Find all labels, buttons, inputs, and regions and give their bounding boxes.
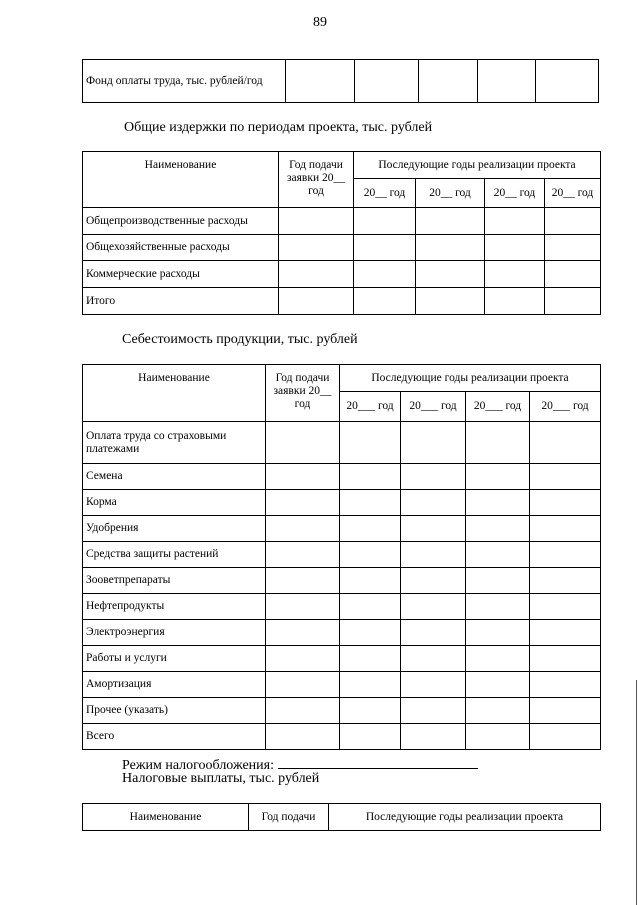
year-header: 20___ год <box>530 392 601 422</box>
table-cell[interactable] <box>340 422 401 464</box>
table-cell[interactable] <box>485 235 545 261</box>
table-cell[interactable] <box>545 208 601 235</box>
scan-edge-mark <box>636 680 637 905</box>
table-cell[interactable] <box>340 464 401 490</box>
table-cell[interactable] <box>466 422 530 464</box>
table-cell[interactable] <box>530 620 601 646</box>
table-cell[interactable] <box>466 698 530 724</box>
col-header-submit-year: Год подачи <box>249 804 329 831</box>
table-cell[interactable] <box>485 288 545 315</box>
year-header: 20___ год <box>466 392 530 422</box>
row-label: Удобрения <box>83 516 266 542</box>
table-cell[interactable] <box>545 261 601 288</box>
col-header-name: Наименование <box>83 804 249 831</box>
table-cell[interactable] <box>545 235 601 261</box>
table-cell[interactable] <box>286 60 355 103</box>
table-cell[interactable] <box>401 594 466 620</box>
wage-fund-table <box>82 59 599 103</box>
year-header: 20___ год <box>340 392 401 422</box>
table-cell[interactable] <box>266 672 340 698</box>
table-cell[interactable] <box>530 568 601 594</box>
table-cell[interactable] <box>340 516 401 542</box>
table-cell[interactable] <box>401 516 466 542</box>
table-cell[interactable] <box>530 698 601 724</box>
row-label: Семена <box>83 464 266 490</box>
row-label: Зооветпрепараты <box>83 568 266 594</box>
table-cell[interactable] <box>530 422 601 464</box>
row-label: Работы и услуги <box>83 646 266 672</box>
table-cell[interactable] <box>354 261 416 288</box>
table-cell[interactable] <box>530 490 601 516</box>
col-header-name: Наименование <box>83 365 266 422</box>
row-label: Нефтепродукты <box>83 594 266 620</box>
table-cell[interactable] <box>340 672 401 698</box>
col-header-submit-year: Год подачи заявки 20__ год <box>279 152 354 208</box>
table-cell[interactable] <box>340 490 401 516</box>
production-cost-table <box>82 364 601 750</box>
table-cell[interactable] <box>416 235 485 261</box>
table-cell[interactable] <box>466 646 530 672</box>
table-cell[interactable] <box>416 261 485 288</box>
table-cell[interactable] <box>340 542 401 568</box>
table-cell[interactable] <box>401 542 466 568</box>
table-cell[interactable] <box>545 288 601 315</box>
tax-payments-table <box>82 803 601 831</box>
table-cell[interactable] <box>478 60 536 103</box>
row-label: Корма <box>83 490 266 516</box>
table-cell[interactable] <box>354 208 416 235</box>
table-cell[interactable] <box>354 235 416 261</box>
year-header: 20__ год <box>416 179 485 208</box>
page-number: 89 <box>313 15 327 30</box>
table-cell[interactable] <box>279 261 354 288</box>
table-cell[interactable] <box>340 724 401 750</box>
table-cell[interactable] <box>340 594 401 620</box>
table-cell[interactable] <box>355 60 419 103</box>
year-header: 20__ год <box>354 179 416 208</box>
row-label: Прочее (указать) <box>83 698 266 724</box>
table-cell[interactable] <box>266 490 340 516</box>
table-cell[interactable] <box>466 490 530 516</box>
year-header: 20___ год <box>401 392 466 422</box>
table-cell[interactable] <box>416 288 485 315</box>
row-label: Общехозяйственные расходы <box>83 235 279 261</box>
col-header-next-years: Последующие годы реализации проекта <box>340 365 601 392</box>
col-header-next-years: Последующие годы реализации проекта <box>329 804 601 831</box>
row-label: Амортизация <box>83 672 266 698</box>
table-cell[interactable] <box>354 288 416 315</box>
table-cell[interactable] <box>401 724 466 750</box>
table-cell[interactable] <box>419 60 478 103</box>
row-label: Общепроизводственные расходы <box>83 208 279 235</box>
table-cell[interactable] <box>340 620 401 646</box>
table-cell[interactable] <box>279 208 354 235</box>
table-cell[interactable] <box>466 724 530 750</box>
tax-regime-label: Режим налогообложения: <box>122 758 274 773</box>
row-label: Электроэнергия <box>83 620 266 646</box>
table-cell[interactable] <box>266 422 340 464</box>
table-cell[interactable] <box>530 542 601 568</box>
table-cell[interactable] <box>485 261 545 288</box>
table-cell[interactable] <box>530 516 601 542</box>
table-cell[interactable] <box>401 698 466 724</box>
table-cell[interactable] <box>485 208 545 235</box>
row-label: Всего <box>83 724 266 750</box>
section-title-cost-price: Себестоимость продукции, тыс. рублей <box>122 332 358 347</box>
section-title-tax: Налоговые выплаты, тыс. рублей <box>122 771 320 786</box>
table-cell[interactable] <box>340 698 401 724</box>
tax-regime-field[interactable] <box>278 754 478 769</box>
table-cell[interactable] <box>530 646 601 672</box>
table-cell[interactable] <box>466 594 530 620</box>
table-cell[interactable] <box>266 464 340 490</box>
table-cell[interactable] <box>466 542 530 568</box>
table-cell[interactable] <box>401 646 466 672</box>
table-cell[interactable] <box>401 422 466 464</box>
table-cell[interactable] <box>466 464 530 490</box>
table-cell[interactable] <box>266 594 340 620</box>
table-cell[interactable] <box>401 568 466 594</box>
table-cell[interactable] <box>530 464 601 490</box>
table-cell[interactable] <box>266 568 340 594</box>
table-cell[interactable] <box>466 568 530 594</box>
col-header-next-years: Последующие годы реализации проекта <box>354 152 601 179</box>
table-cell[interactable] <box>266 620 340 646</box>
section-title-costs: Общие издержки по периодам проекта, тыс. рублей <box>124 120 433 135</box>
row-label: Средства защиты растений <box>83 542 266 568</box>
table-cell[interactable] <box>340 646 401 672</box>
table-cell[interactable] <box>266 542 340 568</box>
table-cell[interactable] <box>401 672 466 698</box>
table-cell[interactable] <box>530 594 601 620</box>
table-cell[interactable] <box>466 620 530 646</box>
col-header-submit-year: Год подачи заявки 20__ год <box>266 365 340 422</box>
table-cell[interactable] <box>536 60 599 103</box>
table-cell[interactable] <box>530 672 601 698</box>
table-cell[interactable] <box>401 620 466 646</box>
table-cell[interactable] <box>466 672 530 698</box>
year-header: 20__ год <box>545 179 601 208</box>
general-costs-table <box>82 151 601 315</box>
row-label: Итого <box>83 288 279 315</box>
year-header: 20__ год <box>485 179 545 208</box>
table-cell[interactable] <box>340 568 401 594</box>
row-label: Оплата труда со страховыми платежами <box>83 422 266 464</box>
table-cell[interactable] <box>279 235 354 261</box>
table-cell[interactable] <box>266 516 340 542</box>
table-cell[interactable] <box>530 724 601 750</box>
wage-fund-label: Фонд оплаты труда, тыс. рублей/год <box>83 60 286 103</box>
table-cell[interactable] <box>416 208 485 235</box>
table-cell[interactable] <box>266 646 340 672</box>
col-header-name: Наименование <box>83 152 279 208</box>
table-cell[interactable] <box>401 464 466 490</box>
table-cell[interactable] <box>401 490 466 516</box>
table-cell[interactable] <box>279 288 354 315</box>
table-cell[interactable] <box>266 724 340 750</box>
table-cell[interactable] <box>266 698 340 724</box>
row-label: Коммерческие расходы <box>83 261 279 288</box>
table-cell[interactable] <box>466 516 530 542</box>
